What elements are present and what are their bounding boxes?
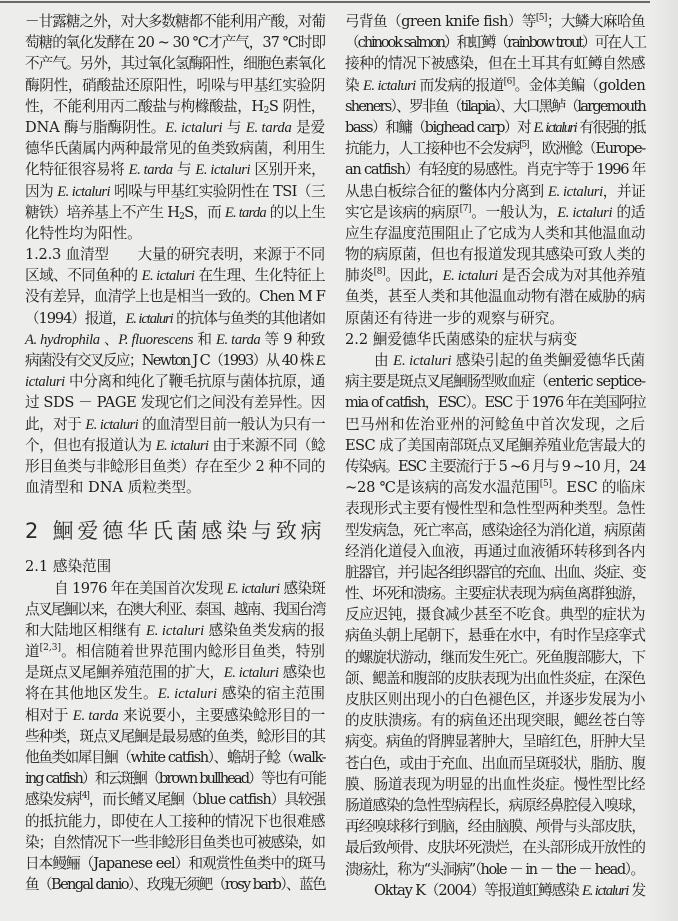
species-name: P. fluorescens	[118, 331, 194, 348]
citation-ref: [2,3]	[39, 643, 62, 654]
text-line	[25, 726, 325, 747]
text-line	[25, 620, 325, 641]
citation-ref: [4]	[79, 791, 89, 802]
text-line	[345, 668, 645, 689]
text-run: 颌、鳃盖和腹部的皮肤表现为出血性炎症，在深色	[345, 669, 645, 687]
text-run: ，欧洲鲶（Europe-	[528, 140, 645, 158]
text-run: 反应迟钝，摄食减少甚至不吃食。典型的症状为	[345, 606, 646, 624]
subscript: 2	[263, 105, 269, 116]
text-run: 来说要小，主要感染鲶形目的一	[118, 706, 325, 724]
text-run: 病菌没有交叉反应；Newton J C（1993）从 40 株	[25, 352, 316, 369]
text-run: Oktay K（2004）等报道虹鳟感染	[374, 881, 583, 899]
text-run: 鱼类，甚至人类和其他温血动物有潜在威胁的病	[345, 288, 646, 306]
text-run: 发	[628, 881, 645, 899]
text-run: 区域、不同鱼种的	[25, 267, 142, 285]
text-run: 道	[25, 643, 40, 661]
text-run: 由于来源不同（鲶	[208, 436, 325, 454]
text-line	[25, 789, 325, 810]
text-line	[345, 753, 645, 774]
text-line	[345, 11, 645, 32]
text-line	[345, 435, 645, 456]
species-name: E.	[315, 353, 325, 369]
text-run: 的抗体与鱼类的其他诸如	[172, 309, 325, 327]
text-run: 、	[99, 330, 119, 348]
species-name: E. ictaluri	[165, 119, 223, 136]
text-run: 而发病的报道	[415, 76, 504, 94]
text-line	[345, 541, 645, 562]
text-run: 表现形式主要有慢性型和急性型两种类型。急性	[345, 500, 646, 518]
text-line	[345, 583, 645, 604]
text-run: sheners）、罗非鱼（tilapia）、大口黑鲈（largemouth	[345, 97, 645, 115]
text-line	[345, 837, 645, 858]
text-run: 点叉尾鮰以来，在澳大利亚、泰国、越南、我国台湾	[25, 600, 325, 618]
species-name: E. ictaluri	[85, 416, 139, 433]
citation-ref: [5]	[535, 13, 547, 23]
text-run: an catfish）有轻度的易感性。肖克宇等于 1996 年	[345, 161, 645, 179]
text-run: 区别开来，	[250, 161, 326, 179]
text-run: 有很强的抵	[576, 118, 646, 136]
species-name: E. tarda	[128, 162, 173, 179]
text-line	[25, 811, 325, 832]
text-line	[345, 520, 645, 541]
text-line	[25, 32, 325, 53]
species-name: E. ictaluri	[557, 204, 613, 221]
text-line	[25, 244, 325, 265]
text-run: 因为	[25, 182, 58, 200]
text-line	[25, 117, 325, 138]
text-line	[345, 371, 645, 392]
text-line	[25, 181, 325, 202]
text-run: 过 SDS － PAGE 发现它们之间没有差异性。因	[25, 394, 326, 412]
text-line	[345, 308, 645, 329]
text-run: 。金体美鳊（golden	[514, 76, 646, 94]
text-run: 在生理、生化特征上	[194, 267, 325, 285]
text-run: 2 鮰爱德华氏菌感染与致病	[25, 519, 326, 544]
species-name: E. tarda	[72, 707, 119, 724]
species-name: E. ictaluri	[195, 162, 251, 179]
left-column	[25, 11, 325, 895]
text-line	[25, 96, 325, 117]
text-run: 原菌还有待进一步的观察与研究。	[345, 309, 564, 327]
text-run: 感染鱼类发病的报	[204, 621, 325, 639]
text-line	[345, 456, 645, 477]
text-run: ，并证	[602, 182, 646, 200]
text-run: 感染发病	[25, 791, 80, 809]
text-line	[25, 138, 325, 159]
text-run: 病主要是斑点叉尾鮰肠型败血症（enteric septice-	[345, 373, 645, 391]
text-run: 等 9 种致	[260, 330, 325, 348]
text-run: 接种的情况下被感染，但在土耳其有虹鳟自然感	[345, 55, 646, 73]
text-line	[345, 880, 645, 901]
text-line	[25, 747, 325, 768]
text-run: mia of catfish，ESC）。ESC 于 1976 年在美国阿拉	[345, 394, 645, 412]
text-run: 。ESC 的临床	[551, 479, 646, 497]
text-line	[345, 647, 645, 668]
text-line	[25, 202, 325, 223]
text-run: S，而	[184, 203, 225, 221]
text-run: 最后致颅骨、皮肤坏死溃烂，在头部形成开放性的	[345, 839, 645, 857]
citation-ref: [8]	[373, 267, 386, 278]
text-line	[25, 392, 325, 413]
text-run: 膜、肠道表现为明显的出血性炎症。慢性型比经	[345, 775, 646, 793]
text-run: 与	[222, 118, 246, 136]
header-rule	[0, 1, 655, 3]
species-name: E. tarda	[216, 331, 261, 348]
species-name: ictaluri	[25, 374, 65, 391]
text-run: 病鱼头朝上尾朝下，悬垂在水中，有时作呈痉挛式	[345, 627, 645, 645]
text-line	[345, 286, 645, 307]
subscript: 2	[179, 211, 185, 222]
text-line	[25, 414, 325, 435]
text-run: 脏器官，并引起各组织器官的充血、出血、炎症、变	[345, 563, 645, 581]
text-run: 。一般认为，	[471, 203, 558, 221]
text-run: 性、坏死和溃疡。主要症状表现为病鱼离群独游，	[345, 585, 645, 603]
text-run: 萄糖的氧化发酵在 20 ~ 30 ℃才产气，37 ℃时即	[25, 34, 326, 52]
citation-ref: [6]	[503, 76, 515, 87]
text-line	[25, 11, 325, 32]
text-run: （1994）报道，	[25, 309, 126, 327]
text-run: 染	[345, 76, 364, 94]
text-run: 的血清型目前一般认为只有一	[138, 415, 325, 433]
citation-ref: [7]	[459, 203, 472, 214]
text-run: 形目鱼类与非鲶形目鱼类）存在至少 2 种不同的	[25, 457, 325, 475]
text-run: （chinook salmon）和虹鳟（rainbow trout）可在人工	[345, 34, 645, 52]
text-run: 抗能力，人工接种也不会发病	[345, 140, 520, 158]
text-run: 相对于	[25, 706, 73, 724]
text-run: 此，对于	[25, 415, 86, 433]
text-run: 与	[172, 161, 196, 179]
text-run: 是否会成为对其他养殖	[497, 267, 646, 285]
text-run: 巴马州和佐治亚州的河鲶鱼中首次发现，之后	[345, 415, 645, 433]
text-line	[25, 662, 325, 683]
text-run: 性，不能利用丙二酸盐与枸橼酸盐，H	[25, 97, 264, 115]
text-line	[345, 159, 645, 180]
text-run: 传染病。ESC 主要流行于 5 ~6 月与 9 ~10 月，24	[345, 457, 645, 475]
text-line	[25, 371, 325, 392]
species-name: E. ictaluri	[155, 437, 209, 454]
section-heading	[25, 516, 325, 546]
text-line	[345, 117, 645, 138]
text-line	[25, 159, 325, 180]
text-line	[25, 832, 325, 853]
text-run: 将在其他地区发生。	[25, 685, 158, 703]
text-line	[25, 435, 325, 456]
text-line	[345, 414, 645, 435]
text-run: 感染的宿主范围	[217, 685, 325, 703]
text-run: S 阴性，	[268, 97, 325, 115]
text-line	[25, 768, 325, 789]
text-run: bass）和鳙（bighead carp）对	[345, 118, 534, 136]
text-line	[345, 731, 645, 752]
text-run: 2.2 鮰爱德华氏菌感染的症状与病变	[345, 330, 578, 348]
text-line	[345, 498, 645, 519]
text-line	[345, 562, 645, 583]
text-run: 的以上生	[265, 203, 326, 221]
species-name: E. ictaluri	[582, 882, 629, 899]
text-line	[345, 477, 645, 498]
text-line	[25, 874, 325, 895]
text-run: 肺炎	[345, 267, 374, 285]
text-run: 鱼（Bengal danio）、玫瑰无须鲃（rosy barb）、蓝色	[25, 876, 325, 894]
species-name: E. ictaluri	[442, 268, 498, 285]
text-run: 实它是该病的病原	[345, 203, 460, 221]
species-name: E. ictaluri	[157, 686, 218, 703]
text-line	[25, 641, 325, 662]
text-run: 2.1 感染范围	[25, 558, 112, 576]
text-line	[345, 859, 645, 880]
text-line	[345, 604, 645, 625]
text-run: －甘露糖之外，对大多数糖都不能利用产酸，对葡	[25, 13, 325, 30]
text-line	[345, 96, 645, 117]
text-run: 苍白色，或由于充血、出血而呈斑驳状，脂肪、腹	[345, 754, 645, 772]
text-line	[25, 683, 325, 704]
text-line	[25, 456, 325, 477]
text-line	[345, 202, 645, 223]
text-line	[345, 223, 645, 244]
text-run: 德华氏菌属内两种最常见的鱼类致病菌，利用生	[25, 140, 326, 158]
text-line	[25, 265, 325, 286]
text-run: 酶阴性，硝酸盐还原阳性，吲哚与甲基红实验阴	[25, 76, 326, 94]
text-line	[345, 32, 645, 53]
text-line	[345, 689, 645, 710]
text-line	[25, 578, 325, 599]
text-run: 是爱	[291, 118, 325, 136]
text-line	[25, 53, 325, 74]
text-run: ESC 成了美国南部斑点叉尾鮰养殖业危害最大的	[345, 436, 645, 454]
text-run: ，而长鳍叉尾鮰（blue catfish）具较强	[88, 791, 326, 809]
text-run: 染；自然情况下一些非鲶形目鱼类也可被感染，如	[25, 833, 325, 851]
species-name: E. ictaluri	[57, 183, 110, 200]
text-run: 病变。病鱼的肾脾显著肿大，呈暗红色，肝肿大呈	[345, 733, 645, 751]
text-run: 糖铁）培养基上不产生 H	[25, 203, 180, 221]
species-name: E. ictaluri	[533, 119, 577, 136]
text-run: 再经嗅球移行到脑，经由脑膜、颅骨与头部皮肤，	[345, 818, 645, 836]
species-name: E. ictaluri	[125, 310, 173, 327]
text-run: 和	[193, 330, 217, 348]
species-name: E. ictaluri	[363, 77, 416, 94]
subsection-heading	[345, 329, 645, 350]
scan-edge-shadow	[650, 0, 678, 921]
text-line	[25, 308, 325, 329]
species-name: E. ictaluri	[547, 183, 603, 200]
text-run: 从患白板综合征的鳖体内分离到	[345, 182, 548, 200]
text-run: 肠道感染的急性型病程长，病原经鼻腔侵入嗅球，	[345, 796, 645, 814]
text-line	[345, 181, 645, 202]
text-line	[345, 138, 645, 159]
text-line	[25, 599, 325, 620]
text-run: 化特性均为阳性。	[25, 224, 142, 242]
text-line	[25, 350, 325, 371]
text-run: 的螺旋状游动，继而发生死亡。死鱼腹部膨大，下	[345, 648, 645, 666]
text-run: DNA 酶与脂酶阴性。	[25, 118, 166, 136]
right-column	[345, 11, 645, 901]
text-run: 溃疡灶，称为“头洞病”（hole － in － the － head）。	[345, 860, 644, 878]
text-run: 感染斑	[279, 579, 326, 597]
species-name: A. hydrophila	[25, 331, 100, 348]
species-name: E. ictaluri	[223, 665, 279, 682]
species-name: E. ictaluri	[145, 622, 205, 639]
species-name: E. tarda	[224, 204, 266, 221]
text-line	[345, 392, 645, 413]
text-run: 感染引起的鱼类鮰爱德华氏菌	[451, 352, 645, 369]
text-line	[25, 705, 325, 726]
text-run: 自 1976 年在美国首次发现	[54, 579, 227, 597]
citation-ref: [5]	[519, 140, 529, 151]
text-line	[345, 75, 645, 96]
species-name: E. tarda	[245, 119, 292, 136]
text-run: 日本鳗鲡（Japanese eel）和观赏性鱼类中的斑马	[25, 854, 325, 872]
text-run: ；大鳞大麻哈鱼	[546, 13, 645, 30]
text-run: 。相信随着世界范围内鲶形目鱼类，特别	[61, 643, 325, 661]
text-run: 1.2.3 血清型 大量的研究表明，来源于不同	[25, 246, 325, 264]
text-run: 个，但也有报道认为	[25, 436, 156, 454]
text-run: 经消化道侵入血液，再通过血液循环转移到各内	[345, 542, 646, 560]
text-line	[345, 710, 645, 731]
text-line	[25, 223, 325, 244]
subsection-heading	[25, 556, 325, 577]
text-line	[25, 329, 325, 350]
species-name: E. ictaluri	[141, 268, 195, 285]
text-run: 和大陆地区相继有	[25, 621, 146, 639]
text-run: 的抵抗能力，即使在人工接种的情况下也很难感	[25, 812, 326, 830]
text-run: 不产气。另外，其过氧化氢酶阳性，细胞色素氧化	[25, 55, 325, 73]
text-run: 弓背鱼（green knife fish）等	[345, 13, 536, 30]
text-run: 化特征很容易将	[25, 161, 129, 179]
text-run: 血清型和 DNA 质粒类型。	[25, 479, 201, 497]
text-run: 是斑点叉尾鮰养殖范围的扩大，	[25, 664, 224, 682]
species-name: E. ictaluri	[226, 580, 280, 597]
text-line	[345, 816, 645, 837]
text-run: ~28 ℃是该病的高发水温范围	[345, 479, 540, 497]
text-line	[345, 350, 645, 371]
text-run: 的皮肤溃疡。有的病鱼还出现突眼，鳃丝苍白等	[345, 712, 646, 730]
text-line	[345, 625, 645, 646]
text-run: ing catfish）和云斑鮰（brown bullhead）等也有可能	[25, 770, 325, 788]
text-run: 由	[374, 352, 394, 369]
citation-ref: [5]	[539, 479, 552, 490]
text-line	[25, 853, 325, 874]
text-run: 皮肤区则出现小的白色褪色区，并逐步发展为小	[345, 691, 646, 708]
text-run: 物的病原菌，但也有报道发现其感染可致人类的	[345, 246, 646, 264]
text-run: 应生存温度范围阻止了它成为人类和其他温血动	[345, 224, 646, 242]
text-run: 中分离和纯化了鞭毛抗原与菌体抗原，通	[64, 373, 325, 391]
text-line	[25, 286, 325, 307]
text-run: 他鱼类如犀目鮰（white catfish）、蟾胡子鲶（walk-	[25, 749, 326, 766]
text-line	[345, 795, 645, 816]
text-run: 的适	[612, 203, 646, 221]
text-run: 没有差异，血清学上也是相当一致的。Chen M F	[25, 288, 325, 306]
text-line	[345, 244, 645, 265]
text-line	[25, 75, 325, 96]
text-run: 些种类，斑点叉尾鮰是最易感的鱼类，鲶形目的其	[25, 727, 325, 745]
species-name: E. ictaluri	[393, 353, 452, 369]
text-line	[25, 477, 325, 498]
text-run: 吲哚与甲基红实验阴性在 TSI（三	[109, 182, 325, 200]
text-line	[345, 774, 645, 795]
text-run: 型发病急，死亡率高，感染途径为消化道，病原菌	[345, 521, 645, 539]
text-run: 。因此，	[385, 267, 443, 285]
text-line	[345, 265, 645, 286]
text-line	[345, 53, 645, 74]
text-run: 感染也	[278, 664, 326, 682]
